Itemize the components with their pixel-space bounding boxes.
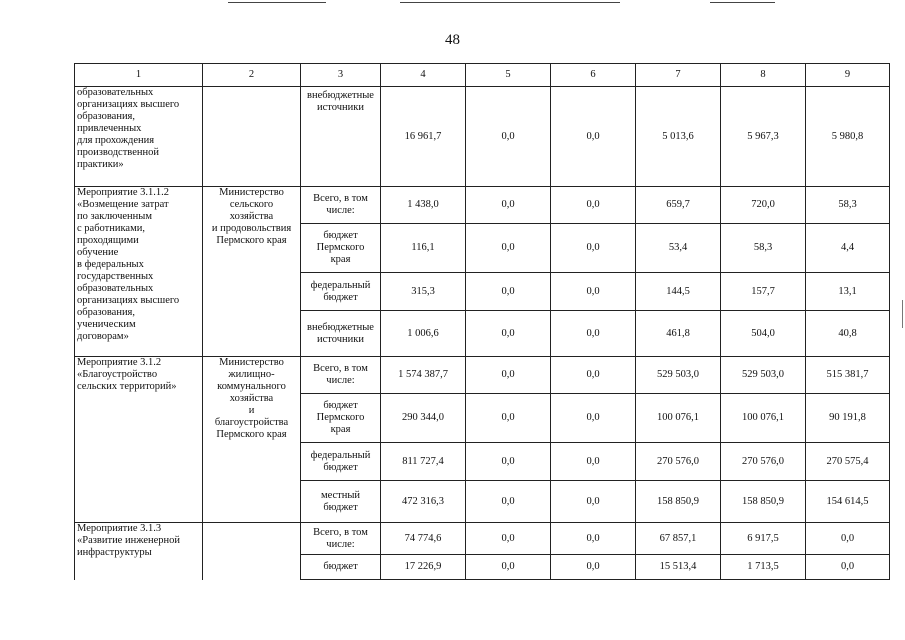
responsible-cell: Министерство жилищно- коммунального хозяйства и благоустройства Пермского края [203, 357, 301, 523]
header-cell-4: 4 [381, 64, 466, 87]
value-cell-col-8: 6 917,5 [721, 523, 806, 555]
value-cell-col-5: 0,0 [466, 394, 551, 443]
value-cell-col-4: 74 774,6 [381, 523, 466, 555]
value-cell-col-6: 0,0 [551, 273, 636, 311]
top-rule-center [400, 2, 620, 3]
value-cell-col-9: 0,0 [806, 555, 890, 580]
value-cell-col-8: 157,7 [721, 273, 806, 311]
value-cell-col-8: 1 713,5 [721, 555, 806, 580]
value-cell-col-9: 515 381,7 [806, 357, 890, 394]
responsible-cell [203, 87, 301, 187]
table-row [75, 523, 890, 555]
header-cell-5: 5 [466, 64, 551, 87]
value-cell-col-4: 16 961,7 [381, 87, 466, 187]
value-cell-col-6: 0,0 [551, 187, 636, 224]
header-cell-2: 2 [203, 64, 301, 87]
value-cell-col-8: 100 076,1 [721, 394, 806, 443]
header-row [75, 64, 890, 87]
table-row [75, 87, 890, 187]
value-cell-col-6: 0,0 [551, 224, 636, 273]
value-cell-col-5: 0,0 [466, 443, 551, 481]
value-cell-col-4: 290 344,0 [381, 394, 466, 443]
table-row [75, 187, 890, 224]
funding-source-cell: местный бюджет [301, 481, 381, 523]
value-cell-col-9: 270 575,4 [806, 443, 890, 481]
value-cell-col-6: 0,0 [551, 443, 636, 481]
top-rule-left [228, 2, 326, 3]
value-cell-col-7: 144,5 [636, 273, 721, 311]
value-cell-col-5: 0,0 [466, 311, 551, 357]
value-cell-col-9: 58,3 [806, 187, 890, 224]
value-cell-col-6: 0,0 [551, 523, 636, 555]
budget-table [74, 63, 890, 580]
value-cell-col-4: 116,1 [381, 224, 466, 273]
funding-source-cell: Всего, в том числе: [301, 187, 381, 224]
value-cell-col-5: 0,0 [466, 481, 551, 523]
funding-source-cell: федеральный бюджет [301, 273, 381, 311]
top-rule-right [710, 2, 775, 3]
measure-name-cell: образовательных организациях высшего образования, привлеченных для прохождения производственной практики» [75, 87, 203, 187]
value-cell-col-5: 0,0 [466, 357, 551, 394]
value-cell-col-7: 461,8 [636, 311, 721, 357]
value-cell-col-5: 0,0 [466, 273, 551, 311]
measure-name-cell: Мероприятие 3.1.1.2 «Возмещение затрат по заключенным с работниками, проходящими обучение в федеральных государственных образовательных организациях высшего образования, ученическим договорам» [75, 187, 203, 357]
value-cell-col-8: 58,3 [721, 224, 806, 273]
value-cell-col-4: 315,3 [381, 273, 466, 311]
value-cell-col-7: 158 850,9 [636, 481, 721, 523]
table-row [75, 357, 890, 394]
value-cell-col-9: 5 980,8 [806, 87, 890, 187]
value-cell-col-7: 529 503,0 [636, 357, 721, 394]
value-cell-col-7: 53,4 [636, 224, 721, 273]
funding-source-cell: федеральный бюджет [301, 443, 381, 481]
value-cell-col-9: 0,0 [806, 523, 890, 555]
value-cell-col-5: 0,0 [466, 555, 551, 580]
value-cell-col-6: 0,0 [551, 357, 636, 394]
funding-source-cell: бюджет Пермского края [301, 394, 381, 443]
value-cell-col-6: 0,0 [551, 481, 636, 523]
header-cell-6: 6 [551, 64, 636, 87]
value-cell-col-4: 472 316,3 [381, 481, 466, 523]
value-cell-col-5: 0,0 [466, 187, 551, 224]
value-cell-col-8: 504,0 [721, 311, 806, 357]
value-cell-col-6: 0,0 [551, 87, 636, 187]
value-cell-col-5: 0,0 [466, 523, 551, 555]
value-cell-col-8: 529 503,0 [721, 357, 806, 394]
funding-source-cell: бюджет Пермского края [301, 224, 381, 273]
funding-source-cell: внебюджетные источники [301, 311, 381, 357]
funding-source-cell: бюджет [301, 555, 381, 580]
value-cell-col-4: 1 438,0 [381, 187, 466, 224]
responsible-cell: Министерство сельского хозяйства и продовольствия Пермского края [203, 187, 301, 357]
value-cell-col-4: 1 006,6 [381, 311, 466, 357]
value-cell-col-8: 270 576,0 [721, 443, 806, 481]
header-cell-8: 8 [721, 64, 806, 87]
value-cell-col-9: 40,8 [806, 311, 890, 357]
value-cell-col-9: 90 191,8 [806, 394, 890, 443]
header-cell-7: 7 [636, 64, 721, 87]
value-cell-col-9: 154 614,5 [806, 481, 890, 523]
value-cell-col-7: 67 857,1 [636, 523, 721, 555]
responsible-cell [203, 523, 301, 580]
measure-name-cell: Мероприятие 3.1.3 «Развитие инженерной инфраструктуры [75, 523, 203, 580]
value-cell-col-4: 17 226,9 [381, 555, 466, 580]
header-cell-3: 3 [301, 64, 381, 87]
header-cell-9: 9 [806, 64, 890, 87]
value-cell-col-8: 720,0 [721, 187, 806, 224]
value-cell-col-8: 5 967,3 [721, 87, 806, 187]
value-cell-col-5: 0,0 [466, 87, 551, 187]
value-cell-col-4: 1 574 387,7 [381, 357, 466, 394]
header-cell-1: 1 [75, 64, 203, 87]
value-cell-col-5: 0,0 [466, 224, 551, 273]
value-cell-col-7: 100 076,1 [636, 394, 721, 443]
funding-source-cell: Всего, в том числе: [301, 357, 381, 394]
value-cell-col-7: 270 576,0 [636, 443, 721, 481]
value-cell-col-6: 0,0 [551, 394, 636, 443]
page-number: 48 [445, 32, 460, 48]
value-cell-col-7: 659,7 [636, 187, 721, 224]
funding-source-cell: Всего, в том числе: [301, 523, 381, 555]
value-cell-col-8: 158 850,9 [721, 481, 806, 523]
value-cell-col-6: 0,0 [551, 555, 636, 580]
scan-edge-mark [902, 300, 903, 328]
funding-source-cell: внебюджетные источники [301, 87, 381, 187]
table-body [75, 64, 890, 580]
value-cell-col-7: 15 513,4 [636, 555, 721, 580]
measure-name-cell: Мероприятие 3.1.2 «Благоустройство сельских территорий» [75, 357, 203, 523]
value-cell-col-6: 0,0 [551, 311, 636, 357]
value-cell-col-9: 13,1 [806, 273, 890, 311]
value-cell-col-4: 811 727,4 [381, 443, 466, 481]
value-cell-col-7: 5 013,6 [636, 87, 721, 187]
value-cell-col-9: 4,4 [806, 224, 890, 273]
